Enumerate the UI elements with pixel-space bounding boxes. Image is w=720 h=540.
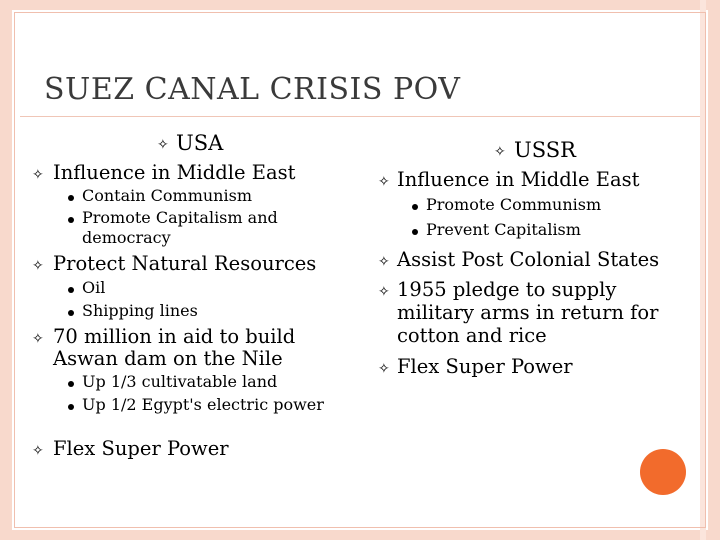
sub-bullet-dot	[68, 381, 74, 387]
bullet-icon: ✧	[494, 144, 506, 160]
usa-sub-contain-communism: Contain Communism	[82, 186, 252, 205]
bullet-icon: ✧	[32, 443, 44, 459]
title-divider	[20, 116, 700, 117]
bullet-icon: ✧	[32, 167, 44, 183]
bullet-icon: ✧	[378, 361, 390, 377]
ussr-sub-prevent-capitalism: Prevent Capitalism	[426, 220, 581, 239]
sub-bullet-dot	[68, 195, 74, 201]
usa-sub-electric: Up 1/2 Egypt's electric power	[82, 395, 324, 414]
ussr-point-pledge-line2: military arms in return for	[397, 301, 659, 324]
usa-sub-shipping: Shipping lines	[82, 301, 198, 320]
sub-bullet-dot	[68, 404, 74, 410]
usa-point-influence: Influence in Middle East	[53, 161, 296, 184]
usa-sub-oil: Oil	[82, 278, 106, 297]
ussr-point-flex: Flex Super Power	[397, 355, 573, 378]
bullet-icon: ✧	[157, 137, 169, 153]
usa-point-resources: Protect Natural Resources	[53, 252, 317, 275]
sub-bullet-dot	[68, 217, 74, 223]
slide-title: SUEZ CANAL CRISIS POV	[44, 72, 461, 107]
sub-bullet-dot	[412, 204, 418, 210]
ussr-point-pledge-line3: cotton and rice	[397, 324, 547, 347]
accent-circle	[640, 449, 686, 495]
usa-heading: USA	[176, 131, 224, 155]
ussr-point-assist: Assist Post Colonial States	[397, 248, 660, 271]
bullet-icon: ✧	[378, 254, 390, 270]
ussr-point-pledge-line1: 1955 pledge to supply	[397, 278, 617, 301]
sub-bullet-dot	[412, 229, 418, 235]
usa-point-aid-line1: 70 million in aid to build	[53, 325, 296, 348]
bullet-icon: ✧	[378, 284, 390, 300]
bullet-icon: ✧	[378, 174, 390, 190]
ussr-point-influence: Influence in Middle East	[397, 168, 640, 191]
sub-bullet-dot	[68, 310, 74, 316]
usa-sub-promote-capitalism-cont: democracy	[82, 228, 171, 247]
bullet-icon: ✧	[32, 331, 44, 347]
sub-bullet-dot	[68, 287, 74, 293]
ussr-heading: USSR	[514, 138, 576, 162]
usa-point-aid-line2: Aswan dam on the Nile	[53, 347, 283, 370]
usa-sub-promote-capitalism: Promote Capitalism and	[82, 208, 278, 227]
usa-sub-cultivatable: Up 1/3 cultivatable land	[82, 372, 278, 391]
usa-point-flex: Flex Super Power	[53, 437, 229, 460]
ussr-sub-promote-communism: Promote Communism	[426, 195, 602, 214]
bullet-icon: ✧	[32, 258, 44, 274]
